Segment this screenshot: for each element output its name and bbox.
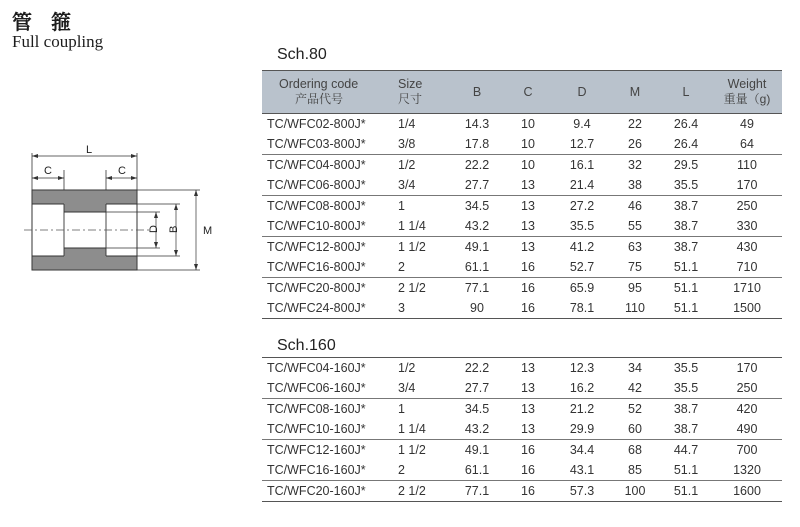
cell-size: 1/2 [398,158,416,172]
cell-code: TC/WFC16-160J* [262,460,394,481]
cell-L: 51.1 [673,281,699,295]
table-row [262,460,782,481]
cell-weight: 250 [712,378,782,399]
table-row [262,278,782,299]
cell-C: 16 [502,460,554,481]
cell-L: 29.5 [673,158,699,172]
cell-C: 13 [521,240,535,254]
cell-M: 85 [610,460,660,481]
cell-D: 29.9 [554,419,610,440]
dim-label-C-left: C [44,165,52,177]
cell-code: TC/WFC06-800J* [262,175,394,196]
table-row [262,358,782,379]
coupling-diagram [10,138,220,278]
cell-D: 12.7 [554,134,610,155]
cell-size: 3/8 [394,134,452,155]
cell-weight: 490 [712,419,782,440]
cell-size: 1 1/2 [398,443,426,457]
cell-B: 34.5 [464,402,490,416]
cell-M: 75 [610,257,660,278]
col-header-B: B [452,71,502,114]
dim-label-D: D [148,225,160,233]
page-title-cn: 管 箍 [12,10,77,34]
cell-D: 16.1 [569,158,595,172]
cell-C: 10 [521,158,535,172]
cell-B: 27.7 [452,175,502,196]
cell-size: 1 [398,199,405,213]
cell-weight: 110 [737,158,757,172]
col-header-D: D [554,71,610,114]
table-row [262,196,782,217]
cell-B: 61.1 [452,460,502,481]
cell-size: 2 [394,257,452,278]
cell-size: 3/4 [394,378,452,399]
cell-code: TC/WFC03-800J* [262,134,394,155]
cell-weight: 710 [712,257,782,278]
cell-code: TC/WFC04-800J* [267,158,366,172]
cell-C: 13 [502,378,554,399]
table-row [262,114,782,135]
cell-size: 2 [394,460,452,481]
cell-M: 38 [610,175,660,196]
cell-C: 13 [502,419,554,440]
cell-M: 46 [628,199,642,213]
cell-B: 43.2 [452,216,502,237]
cell-D: 21.4 [554,175,610,196]
table-row [262,237,782,258]
cell-M: 95 [628,281,642,295]
cell-B: 27.7 [452,378,502,399]
cell-L: 51.1 [660,257,712,278]
cell-M: 68 [628,443,642,457]
cell-C: 13 [502,175,554,196]
cell-M: 22 [628,117,642,131]
cell-weight: 1500 [712,298,782,319]
table-row [262,399,782,420]
cell-D: 57.3 [554,481,610,502]
cell-L: 51.1 [660,460,712,481]
cell-C: 10 [502,134,554,155]
cell-D: 41.2 [569,240,595,254]
table-row [262,134,782,155]
sch160-table [262,357,782,502]
cell-D: 21.2 [569,402,595,416]
cell-weight: 49 [740,117,754,131]
cell-M: 60 [610,419,660,440]
cell-size: 2 1/2 [394,481,452,502]
table-row [262,298,782,319]
cell-C: 13 [521,402,535,416]
table-row [262,440,782,461]
col-header-code: Ordering code 产品代号 [262,71,394,114]
cell-L: 38.7 [673,402,699,416]
col-header-L: L [660,71,712,114]
cell-weight: 430 [736,240,758,254]
cell-L: 38.7 [673,199,699,213]
cell-C: 13 [521,199,535,213]
cell-D: 65.9 [569,281,595,295]
col-header-C: C [502,71,554,114]
cell-C: 13 [502,216,554,237]
cell-B: 43.2 [452,419,502,440]
cell-size: 3 [394,298,452,319]
cell-weight: 1320 [712,460,782,481]
cell-B: 77.1 [452,481,502,502]
cell-D: 12.3 [569,361,595,375]
cell-code: TC/WFC24-800J* [262,298,394,319]
cell-B: 49.1 [464,240,490,254]
cell-M: 63 [628,240,642,254]
cell-weight: 250 [736,199,758,213]
cell-M: 42 [610,378,660,399]
cell-B: 34.5 [464,199,490,213]
sch80-table [262,70,782,319]
table-row [262,481,782,502]
cell-D: 52.7 [554,257,610,278]
cell-C: 16 [502,257,554,278]
cell-L: 38.7 [673,240,699,254]
dim-label-C-right: C [118,165,126,177]
cell-code: TC/WFC10-160J* [262,419,394,440]
cell-M: 100 [610,481,660,502]
sch80-label: Sch.80 [277,46,327,63]
cell-weight: 700 [736,443,758,457]
cell-B: 22.2 [464,158,490,172]
cell-L: 35.5 [660,175,712,196]
cell-L: 35.5 [673,361,699,375]
cell-code: TC/WFC04-160J* [267,361,366,375]
cell-D: 27.2 [569,199,595,213]
cell-code: TC/WFC12-160J* [267,443,366,457]
cell-C: 16 [502,481,554,502]
cell-weight: 1710 [733,281,761,295]
cell-size: 1/4 [398,117,416,131]
cell-weight: 170 [712,175,782,196]
cell-code: TC/WFC20-160J* [262,481,394,502]
cell-C: 16 [521,443,535,457]
table-row [262,216,782,237]
cell-weight: 170 [736,361,758,375]
table-row [262,378,782,399]
cell-code: TC/WFC08-160J* [267,402,366,416]
page-title-en: Full coupling [12,32,104,51]
cell-C: 16 [502,298,554,319]
table-row [262,419,782,440]
cell-code: TC/WFC16-800J* [262,257,394,278]
cell-M: 34 [628,361,642,375]
cell-L: 26.4 [673,117,699,131]
cell-D: 34.4 [569,443,595,457]
cell-L: 26.4 [660,134,712,155]
col-header-weight: Weight 重量（g) [712,71,782,114]
cell-weight: 420 [736,402,758,416]
cell-size: 1 1/4 [394,419,452,440]
cell-D: 9.4 [573,117,591,131]
cell-B: 90 [452,298,502,319]
col-header-size: Size 尺寸 [394,71,452,114]
cell-B: 22.2 [464,361,490,375]
cell-D: 43.1 [554,460,610,481]
dim-label-L: L [86,144,93,156]
col-header-M: M [610,71,660,114]
cell-size: 3/4 [394,175,452,196]
cell-M: 52 [628,402,642,416]
cell-D: 16.2 [554,378,610,399]
cell-M: 26 [610,134,660,155]
cell-code: TC/WFC20-800J* [267,281,366,295]
dim-label-M: M [203,225,213,237]
sch160-label: Sch.160 [277,337,336,354]
cell-B: 49.1 [464,443,490,457]
cell-size: 1 [398,402,405,416]
cell-D: 35.5 [554,216,610,237]
cell-M: 55 [610,216,660,237]
cell-C: 13 [521,361,535,375]
table-header-row [262,71,782,114]
cell-B: 14.3 [464,117,490,131]
cell-M: 110 [610,298,660,319]
cell-C: 16 [521,281,535,295]
cell-L: 51.1 [660,481,712,502]
cell-L: 35.5 [660,378,712,399]
dim-label-B: B [168,225,180,233]
cell-D: 78.1 [554,298,610,319]
table-row [262,155,782,176]
cell-weight: 64 [712,134,782,155]
cell-code: TC/WFC08-800J* [267,199,366,213]
cell-B: 61.1 [452,257,502,278]
cell-B: 17.8 [452,134,502,155]
cell-weight: 1600 [712,481,782,502]
cell-weight: 330 [712,216,782,237]
cell-code: TC/WFC12-800J* [267,240,366,254]
table-row [262,257,782,278]
cell-L: 38.7 [660,419,712,440]
cell-code: TC/WFC02-800J* [267,117,366,131]
cell-size: 1/2 [398,361,416,375]
cell-M: 32 [628,158,642,172]
cell-C: 10 [521,117,535,131]
cell-code: TC/WFC06-160J* [262,378,394,399]
cell-size: 1 1/4 [394,216,452,237]
cell-B: 77.1 [464,281,490,295]
cell-L: 44.7 [673,443,699,457]
cell-L: 51.1 [660,298,712,319]
cell-size: 1 1/2 [398,240,426,254]
cell-L: 38.7 [660,216,712,237]
cell-size: 2 1/2 [398,281,426,295]
cell-code: TC/WFC10-800J* [262,216,394,237]
table-row [262,175,782,196]
